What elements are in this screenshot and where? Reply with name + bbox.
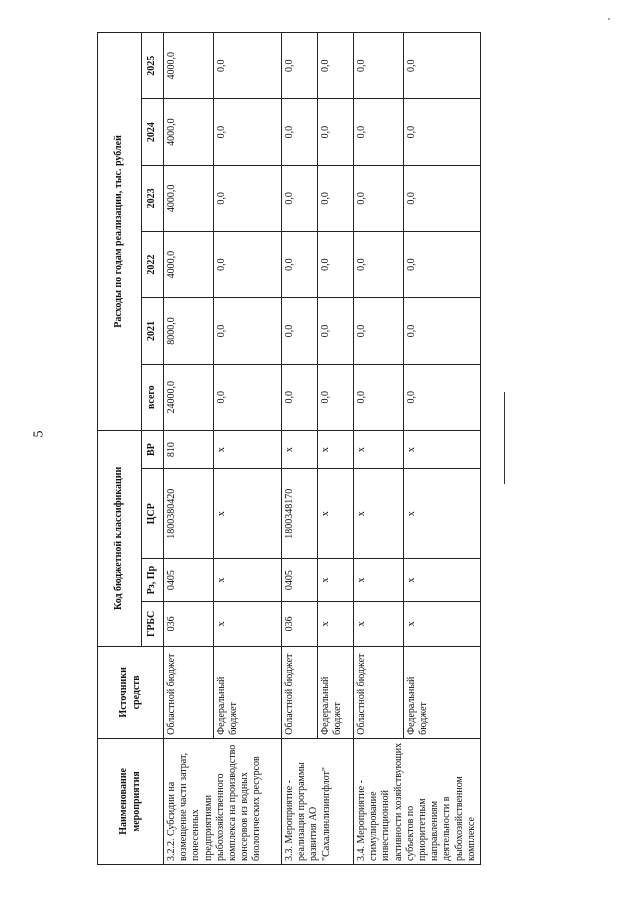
total-cell: 0,0 [318, 364, 354, 430]
vr-cell: x [404, 430, 481, 469]
total-cell: 0,0 [214, 364, 282, 430]
value-cell: 0,0 [354, 232, 404, 298]
scan-speck [608, 18, 610, 20]
header-year-2023: 2023 [142, 165, 164, 231]
grbs-cell: x [404, 601, 481, 646]
header-year-2022: 2022 [142, 232, 164, 298]
measure-name: 3.2.2. Субсидии на возмещение части затрат, понесенных предприятиями рыбохозяйственного комплекса на производство консервов из водных биологических ресурсов [164, 738, 282, 864]
value-cell: 0,0 [318, 232, 354, 298]
vr-cell: x [318, 430, 354, 469]
csr-cell: x [214, 469, 282, 559]
total-cell: 0,0 [404, 364, 481, 430]
value-cell: 0,0 [404, 232, 481, 298]
header-year-2021: 2021 [142, 298, 164, 364]
header-csr: ЦСР [142, 469, 164, 559]
value-cell: 0,0 [318, 33, 354, 99]
source-cell: Федеральный бюджет [214, 646, 282, 738]
header-vr: ВР [142, 430, 164, 469]
rzpr-cell: x [404, 559, 481, 602]
grbs-cell: 036 [164, 601, 214, 646]
value-cell: 8000,0 [164, 298, 214, 364]
signature-line [504, 392, 505, 484]
header-total: всего [142, 364, 164, 430]
source-cell: Федеральный бюджет [318, 646, 354, 738]
vr-cell: 810 [164, 430, 214, 469]
total-cell: 0,0 [354, 364, 404, 430]
value-cell: 0,0 [318, 298, 354, 364]
value-cell: 4000,0 [164, 165, 214, 231]
value-cell: 0,0 [214, 99, 282, 165]
header-grbs: ГРБС [142, 601, 164, 646]
source-cell: Областной бюджет [354, 646, 404, 738]
budget-table [97, 32, 481, 865]
header-name: Наименование мероприятия [98, 738, 164, 864]
value-cell: 0,0 [282, 99, 318, 165]
value-cell: 0,0 [404, 33, 481, 99]
value-cell: 0,0 [282, 165, 318, 231]
csr-cell: x [318, 469, 354, 559]
value-cell: 0,0 [354, 298, 404, 364]
grbs-cell: x [354, 601, 404, 646]
value-cell: 0,0 [214, 298, 282, 364]
value-cell: 0,0 [282, 298, 318, 364]
grbs-cell: 036 [282, 601, 318, 646]
header-year-2024: 2024 [142, 99, 164, 165]
grbs-cell: x [214, 601, 282, 646]
value-cell: 4000,0 [164, 99, 214, 165]
value-cell: 0,0 [318, 165, 354, 231]
csr-cell: 1800380420 [164, 469, 214, 559]
total-cell: 0,0 [282, 364, 318, 430]
csr-cell: 1800348170 [282, 469, 318, 559]
value-cell: 0,0 [214, 33, 282, 99]
rzpr-cell: 0405 [164, 559, 214, 602]
source-cell: Областной бюджет [164, 646, 214, 738]
csr-cell: x [354, 469, 404, 559]
value-cell: 4000,0 [164, 33, 214, 99]
value-cell: 0,0 [354, 99, 404, 165]
vr-cell: x [354, 430, 404, 469]
measure-name: 3.3. Мероприятие - реализация программы развития АО "Сахалинлизингфлот" [282, 738, 354, 864]
value-cell: 0,0 [318, 99, 354, 165]
value-cell: 0,0 [404, 165, 481, 231]
value-cell: 4000,0 [164, 232, 214, 298]
source-cell: Федеральный бюджет [404, 646, 481, 738]
page-number: 5 [31, 430, 47, 438]
header-source: Источники средств [98, 646, 164, 738]
value-cell: 0,0 [354, 165, 404, 231]
table-row [354, 33, 404, 865]
header-expenses: Расходы по годам реализации, тыс. рублей [98, 33, 142, 431]
rzpr-cell: 0405 [282, 559, 318, 602]
header-bcc: Код бюджетной классификации [98, 430, 142, 646]
csr-cell: x [404, 469, 481, 559]
budget-table-rotated [97, 32, 477, 865]
rzpr-cell: x [214, 559, 282, 602]
value-cell: 0,0 [354, 33, 404, 99]
vr-cell: x [214, 430, 282, 469]
total-cell: 24000,0 [164, 364, 214, 430]
measure-name: 3.4. Мероприятие - стимулирование инвестиционной активности хозяйствующих субъектов по приоритетным направлениям деятельности в рыбохозяйственном комплексе [354, 738, 481, 864]
value-cell: 0,0 [404, 99, 481, 165]
value-cell: 0,0 [282, 232, 318, 298]
table-row [282, 33, 318, 865]
header-year-2025: 2025 [142, 33, 164, 99]
value-cell: 0,0 [214, 232, 282, 298]
grbs-cell: x [318, 601, 354, 646]
header-rzpr: Рз, Пр [142, 559, 164, 602]
vr-cell: x [282, 430, 318, 469]
rzpr-cell: x [318, 559, 354, 602]
rzpr-cell: x [354, 559, 404, 602]
source-cell: Областной бюджет [282, 646, 318, 738]
table-row [164, 33, 214, 865]
value-cell: 0,0 [282, 33, 318, 99]
value-cell: 0,0 [404, 298, 481, 364]
value-cell: 0,0 [214, 165, 282, 231]
